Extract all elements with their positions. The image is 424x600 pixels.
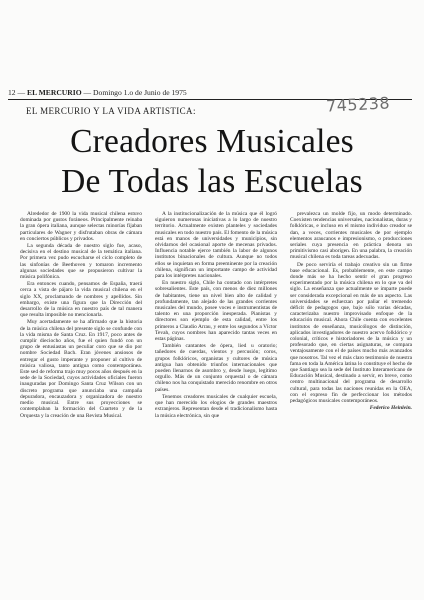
headline-line-2: De Todas las Escuelas: [61, 163, 363, 200]
column-3: [290, 211, 412, 597]
author-signature: Federico Heinlein.: [369, 405, 412, 412]
column-2: [155, 211, 277, 597]
paragraph: También cantantes de ópera, lied u oratorio; tañedores de cuerdas, vientos y percusión; coros, grupos folklóricos, organistas y cultores de música antigua han obtenido triunfos internacionales que pueden llenarnos de asombro y, desde luego, legítimo orgullo. Más de un conjunto orquestal o de cámara chileno nos ha conquistado merecido renombre en otros países.: [155, 343, 277, 393]
article-headline: [0, 122, 424, 202]
handwritten-catalog-number: 745238: [325, 93, 391, 116]
paragraph: Era entonces cuando, pensamos de España, traerá cerca a vista de pájaro la vida musical chilena en el siglo XX, proclamando de nombres y apellidos. Sin embargo, existe una figura que la Dirección del desarrollo de la música en nuestro país de tal manera que resulta imposible no mencionarla.: [20, 281, 142, 319]
paragraph: La segunda década de nuestro siglo fue, acaso, decisiva en el destino musical de la temática italiana. Por primera vez pudo escucharse el ciclo completo de las sinfonías de Beethoven y tomaron incremento algunas sociedades que se propusieron cultivar la música polifónica.: [20, 243, 142, 281]
page-number: 12: [8, 88, 16, 97]
paragraph: A la institucionalización de la música que él logró siguieron numerosas iniciativas a lo largo de nuestro territorio. Actualmente existen planteles y sociedades musicales en todo nuestro país. El fomento de la música está en manos de universidades y municipios, sin olvidarnos del ocasional aporte de mecenas privados. Influencia notable ejerce también la labor de algunos institutos binacionales de cultura. Aunque no todos ellos se inquietan en forma preeminente por la creación chilena, significan un importante campo de actividad para los intérpretes nacionales.: [155, 211, 277, 280]
article-body: [20, 211, 412, 597]
section-title: EL MERCURIO Y LA VIDA ARTISTICA:: [26, 106, 196, 116]
paragraph: En nuestro siglo, Chile ha contado con intérpretes sobresalientes. Este país, con menos de diez millones de habitantes, tiene un nivel bien alto de calidad y profundamente, tan alejado de las grandes corrientes musicales del mundo, posee voces e instrumentistas de talento en una proporción inesperada. Pianistas y directores son ejemplo de esta calidad, entre los primeros a Claudio Arrau, y entre los segundos a Víctor Tevah, cuyos nombres han aparecido tantas veces en estas páginas.: [155, 280, 277, 343]
header-separator: —: [83, 88, 94, 97]
paragraph: Tenemos creadores musicales de cualquier escuela, que han merecido los elogios de grandes maestros extranjeros. Representan desde el tradicionalismo hasta la música electrónica, sin que: [155, 393, 277, 419]
paragraph: prevalezca un molde fijo, un modo determinado. Coexisten tendencias universales, nacionalistas, duras y folklóricas, e incluso en el mismo individuo creador se dan, a veces, corrientes musicales de por ejemplo elementos araucanos e impresionismo, o producciones seriales cuya presencia en práctica denota un primitivismo casi aborigen. En una palabra, la creación musical chilena es toda tareas adecuadas.: [290, 211, 412, 261]
paragraph: Muy acertadamente se ha afirmado que la historia de la música chilena del presente siglo se confunde con la vida misma de Santa Cruz. En 1917, poco antes de cumplir dieciocho años, fue el quien fundó con un grupo de entusiastas un peculiar coro que se dio por nombre Sociedad Bach. Eran jóvenes ansiosos de entregar el gusto imperante y proponer al cultivo de música valiosa, tanto antigua como contemporánea. Este sed de reforma trajo muy pocos años después en la sede de la Sociedad, cuyos actividades oficiales fueron inauguradas por Domingo Santa Cruz Wilson con un discreto programa que anunciaba una campaña depuradora, encauzadora y organizadora de nuestro medio musical. Entre sus proyecciones se contemplaban la formación del Cuarteto y de la Orquesta y la creación de una Revista Musical.: [20, 319, 142, 419]
header-separator: —: [17, 88, 27, 97]
issue-date: Domingo 1.o de Junio de 1975: [93, 88, 187, 97]
newspaper-name: EL MERCURIO: [27, 88, 82, 97]
headline-line-1: Creadores Musicales: [70, 123, 354, 160]
paragraph: De poco serviría el trabajo creativo sin un firme base educacional. Es, probablemente, en este campo donde más se ha hecho sentir el gran progreso experimentado por la música chilena en lo que va del siglo. La enseñanza que actualmente se imparte puede ser considerada excepcional en más de un aspecto. Las universidades se esfuerzan por paliar el tremendo déficit de pedagogos que, bajo sólo varias décadas, caracterizaba nuestro improvisado enfoque de la educación musical. Ahora Chile cuenta con excelentes institutos de enseñanza, musicólogos de distinción, aplicados investigadores de nuestro acervo folklórico y colonial, críticos e historiadores de la música y un profesorado que, en ciertas asignaturas, se compara ventajosamente con el de países mucho más avanzados que nosotros. Tal vez el más claro testimonio de nuestra fama en toda la América latina lo constituye el hecho de que Santiago sea la sede del Instituto Interamericano de Educación Musical, destinado a servir, en breve, como centro multinacional del programa de desarrollo cultural, para todas las naciones reunidas en la OEA, con el expreso fin de perfeccionar los métodos pedagógicos musicales contemporáneos.: [290, 261, 412, 405]
paragraph: Alrededor de 1900 la vida musical chilena estuvo dominada por gustos foráneos. Principalmente reinaba la gran ópera italiana, aunque selectas minorías fijaban particulares de Wagner y disfrutaban obras de cámara en conciertos públicos y privados.: [20, 211, 142, 242]
column-1: [20, 211, 142, 597]
